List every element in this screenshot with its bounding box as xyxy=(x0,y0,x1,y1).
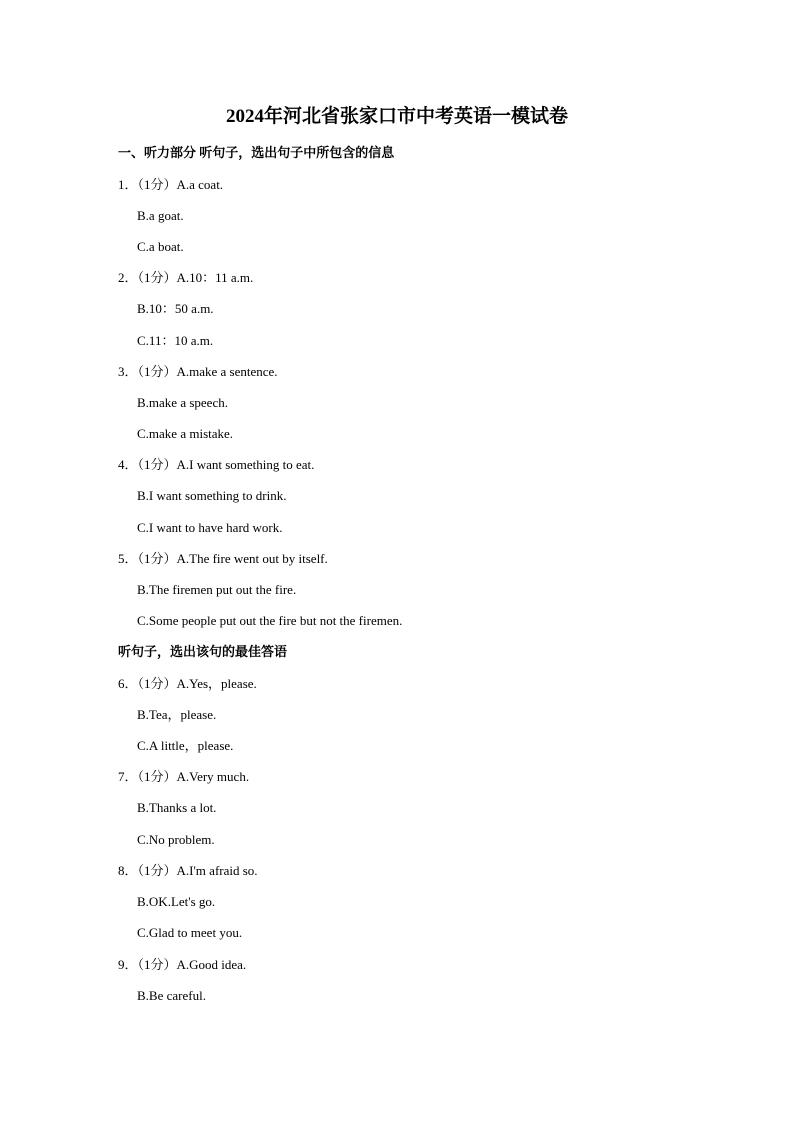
question-stem: 1．（1分）A.a coat. xyxy=(118,177,224,192)
question-option: B.Be careful. xyxy=(137,988,206,1003)
question-option: B.The firemen put out the fire. xyxy=(137,582,297,597)
question-option: C.make a mistake. xyxy=(137,426,234,441)
question-option: C.I want to have hard work. xyxy=(137,520,283,535)
question-option: C.A little，please. xyxy=(137,738,234,753)
section-heading: 一、听力部分 听句子，选出句子中所包含的信息 xyxy=(118,145,395,160)
question-option: C.11：10 a.m. xyxy=(137,333,214,348)
question-option: B.Thanks a lot. xyxy=(137,800,217,815)
question-option: B.a goat. xyxy=(137,208,184,223)
question-stem: 9．（1分）A.Good idea. xyxy=(118,957,247,972)
question-option: B.I want something to drink. xyxy=(137,488,287,503)
question-option: B.make a speech. xyxy=(137,395,228,410)
exam-title: 2024年河北省张家口市中考英语一模试卷 xyxy=(225,106,568,127)
question-option: C.Glad to meet you. xyxy=(137,925,243,940)
question-option: C.a boat. xyxy=(137,239,184,254)
question-stem: 8．（1分）A.I'm afraid so. xyxy=(118,863,258,878)
question-stem: 4．（1分）A.I want something to eat. xyxy=(118,457,315,472)
question-stem: 7．（1分）A.Very much. xyxy=(118,769,250,784)
question-stem: 3．（1分）A.make a sentence. xyxy=(118,364,278,379)
section-heading: 听句子，选出该句的最佳答语 xyxy=(118,644,288,659)
question-stem: 6．（1分）A.Yes，please. xyxy=(118,676,257,691)
question-stem: 5．（1分）A.The fire went out by itself. xyxy=(118,551,328,566)
question-option: C.No problem. xyxy=(137,832,215,847)
question-option: B.10：50 a.m. xyxy=(137,301,214,316)
question-option: C.Some people put out the fire but not the firemen. xyxy=(137,613,403,628)
question-option: B.Tea，please. xyxy=(137,707,217,722)
question-stem: 2．（1分）A.10：11 a.m. xyxy=(118,270,254,285)
question-option: B.OK.Let's go. xyxy=(137,894,216,909)
